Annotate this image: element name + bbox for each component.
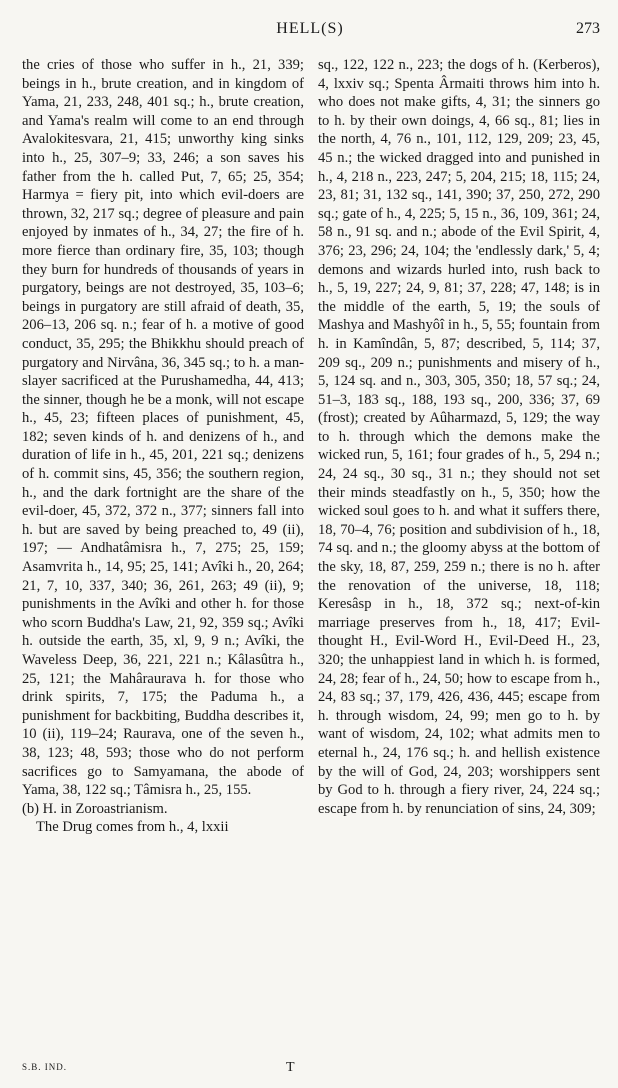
index-entry-text: The Drug comes from h., 4, lxxii: [36, 819, 229, 836]
section-heading: (b) H. in Zoroastrianism.: [22, 800, 168, 817]
page-footer: [22, 1060, 598, 1078]
signature-mark: T: [286, 1060, 295, 1075]
signature-line: S.B. IND.: [22, 1062, 68, 1072]
left-column: [22, 56, 304, 837]
page-header: [20, 20, 600, 46]
page-number: 273: [576, 20, 600, 37]
right-column: [318, 56, 600, 818]
index-entry-text: the cries of those who suffer in h., 21, 339; beings in h., brute creation, and in kingdom of Yama, 21, 233, 248, 401 sq.; h., brute creation, and Yama's realm will come to an end through Avalokitesvara, 21, 415; unworthy king sinks into h., 25, 307–9; 33, 246; a son saves his father from the h. called Put, 7, 65; 25, 354; Harmya = fiery pit, into which evil-doers are thrown, 32, 217 sq.; degree of pleasure and pain enjoyed by inmates of h., 34, 27; the fire of h. more fierce than ordinary fire, 35, 103; though they burn for hundreds of thousands of years in purgatory, beings are not destroyed, 35, 103–6; beings in purgatory are still afraid of death, 35, 206–13, 206 sq. n.; fear of h. a motive of good conduct, 35, 295; the Bhikkhu should preach of purgatory and Nirvâna, 36, 345 sq.; to h. a man-slayer sacrificed at the Purushamedha, 44, 413; the sinner, though he be a monk, will not escape h., 45, 23; fifteen places of punishment, 45, 182; seven kinds of h. and denizens of h., and duration of life in h., 45, 201, 221 sq.; denizens of h. commit sins, 45, 356; the southern region, h., and the dark fortnight are the share of the evil-doer, 45, 372, 372 n., 377; sinners fall into h. but are saved by being preached to, 49 (ii), 197; — Andhatâmisra h., 7, 275; 25, 159; Asamvrita h., 14, 95; 25, 141; Avîki h., 20, 264; 21, 7, 10, 337, 340; 36, 261, 263; 49 (ii), 9; punishments in the Avîki and other h. for those who scorn Buddha's Law, 21, 92, 359 sq.; Avîki h. outside the earth, 35, xl, 9, 9 n.; Avîki, the Waveless Deep, 36, 221, 221 n.; Kâlasûtra h., 25, 121; the Mahâraurava h. for those who drink spirits, 7, 175; the Paduma h., a punishment for backbiting, Buddha describes it, 10 (ii), 119–24; Raurava, one of the seven h., 38, 123; 48, 593; those who do not perform sacrifices go to Samyamana, the abode of Yama, 38, 122 sq.; Tâmisra h., 25, 155.: [22, 57, 304, 799]
running-head: HELL(S): [276, 20, 344, 37]
index-entry-text: sq., 122, 122 n., 223; the dogs of h. (Kerberos), 4, lxxiv sq.; Spenta Ârmaiti throws him into h. who does not make gifts, 4, 31; the sinners go to h. by their own doings, 4, 66 sq., 81; lies in the north, 4, 76 n., 101, 112, 129, 209; 23, 45, 45 n.; the wicked dragged into and punished in h., 4, 218 n., 223, 247; 5, 204, 215; 18, 115; 24, 23, 81; 31, 132 sq., 141, 390; 37, 250, 272, 290 sq.; gate of h., 4, 225; 5, 15 n., 36, 109, 361; 24, 58 n., 91 sq. and n.; abode of the Evil Spirit, 4, 376; 23, 296; 24, 104; the 'endlessly dark,' 5, 4; demons and wizards hurled into, rush back to h., 5, 19, 227; 24, 9, 81; 37, 228; 47, 148; is in the middle of the earth, 5, 19; the souls of Mashya and Mashyôî in h., 5, 55; fountain from h. in Kamîndân, 5, 87; described, 5, 114; 37, 209 sq., 209 n.; punishments and misery of h., 5, 124 sq. and n., 303, 305, 350; 18, 57 sq.; 24, 51–3, 183 sq., 188, 193 sq., 200, 336; 37, 69 (frost); created by Aûharmazd, 5, 129; the way to h. through which the demons make the wicked run, 5, 161; four grades of h., 5, 294 n.; 24, 24 sq., 30 sq., 31 n.; they should not set their minds steadfastly on h., 5, 350; how the wicked soul goes to h. and what it suffers there, 18, 70–4, 76; position and subdivision of h., 18, 74 sq. and n.; the gloomy abyss at the bottom of the sky, 18, 87, 259, 259 n.; there is no h. after the renovation of the universe, 18, 118; Keresâsp in h., 18, 372 sq.; next-of-kin marriage preserves from h., 18, 417; Evil-thought H., Evil-Word H., Evil-Deed H., 23, 320; the unhappiest land in which h. is formed, 24, 28; fear of h., 24, 50; how to escape from h., 24, 83 sq.; 37, 179, 426, 436, 445; escape from h. through wisdom, 24, 99; men go to h. by want of wisdom, 24, 102; what admits men to eternal h., 24, 176 sq.; h. and hellish existence by the will of God, 24, 203; worshippers sent by God to h. through a fiery river, 24, 224 sq.; escape from h. by renunciation of sins, 24, 309;: [318, 57, 600, 817]
